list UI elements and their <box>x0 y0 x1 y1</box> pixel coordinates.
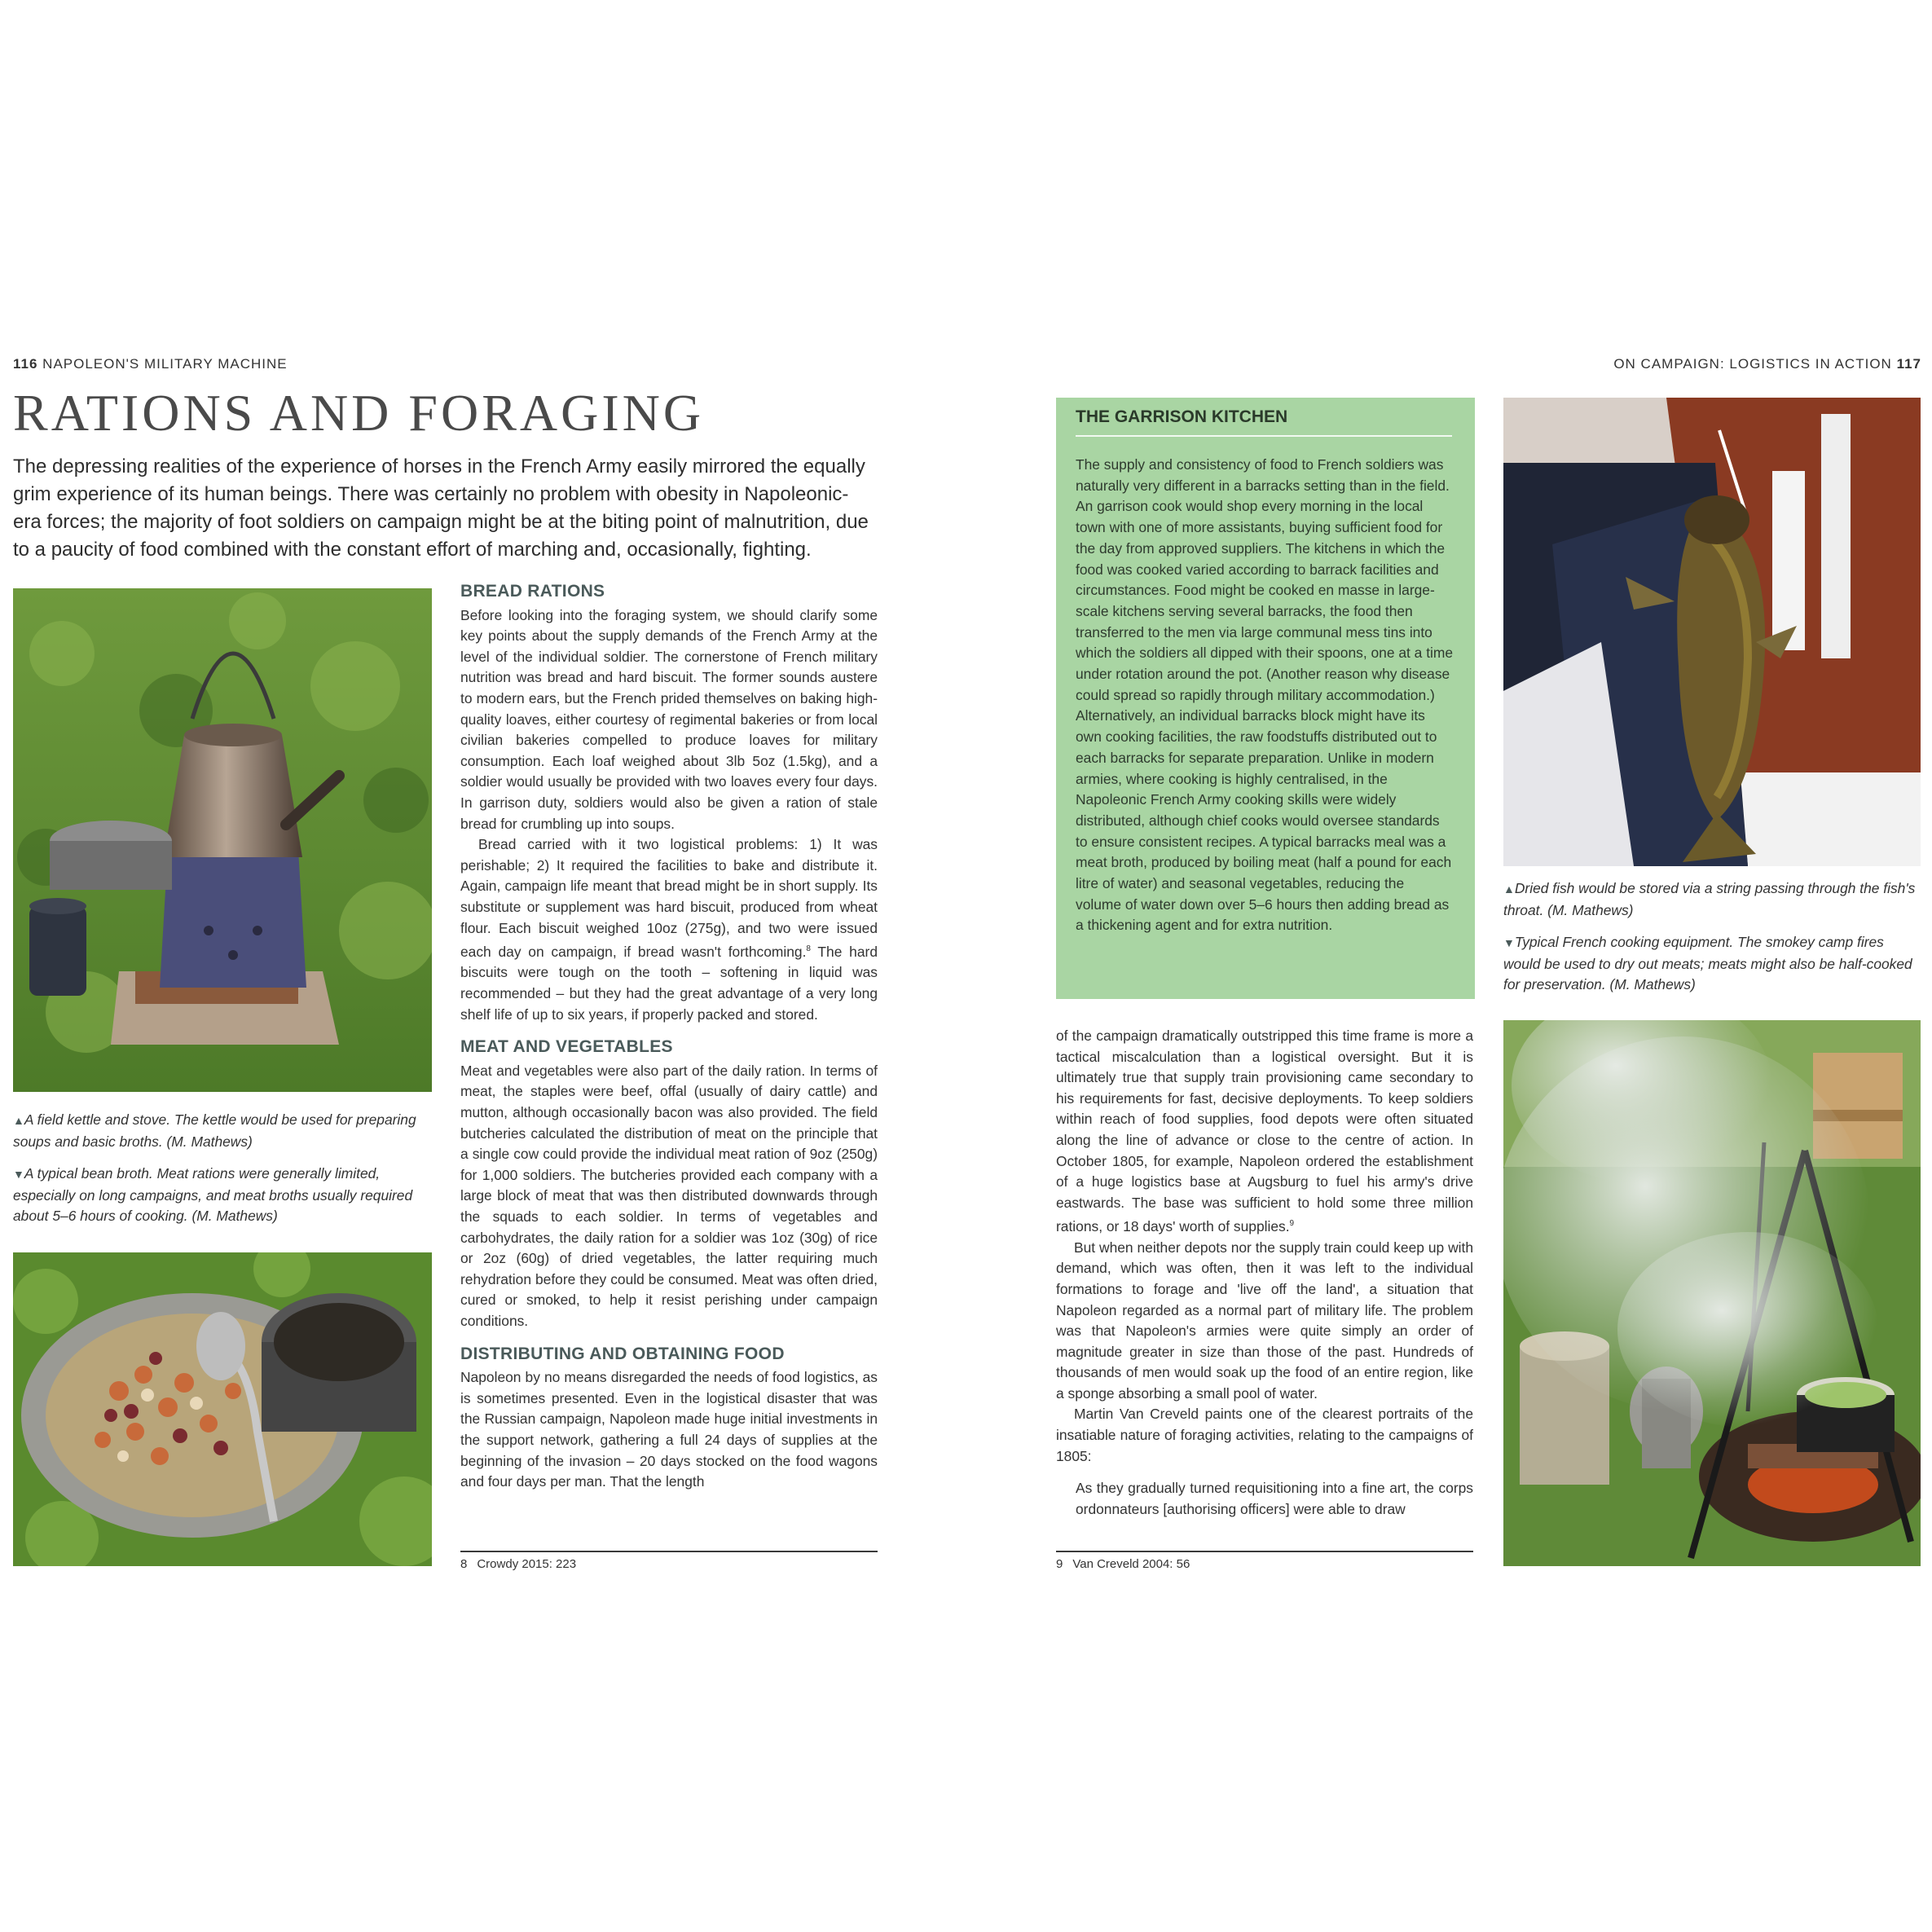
sidebar-title: THE GARRISON KITCHEN <box>1076 407 1288 426</box>
arrow-down-icon: ▼ <box>13 1168 24 1182</box>
photo-dried-fish <box>1503 398 1921 866</box>
heading-bread-rations: BREAD RATIONS <box>460 582 605 601</box>
arrow-up-icon: ▲ <box>1503 882 1515 896</box>
footnote-rule-right <box>1056 1551 1473 1552</box>
footnote-rule-left <box>460 1551 878 1552</box>
sidebar-garrison-kitchen <box>1056 398 1475 999</box>
captions-left <box>13 1110 420 1239</box>
photo-camp-fire <box>1503 1020 1921 1566</box>
intro-paragraph: The depressing realities of the experience of horses in the French Army easily mirrored the equally grim experience of its human beings. There was certainly no problem with obesity in Napoleonic-era forces; the majority of foot soldiers on campaign might be at the biting point of malnutrition, due to a paucity of food combined with the constant effort of marching and, occasionally, fighting. <box>13 455 869 561</box>
left-body-column <box>460 581 878 1493</box>
running-head-right <box>1613 356 1921 372</box>
right-paragraph-1-text: of the campaign dramatically outstripped this time frame is more a tactical miscalculation than a logistical oversight. But it is ultimately true that supply train provisioning came secondary to his requirements for fast, decisive deployments. To keep soldiers within reach of food supplies, food depots were often situated along the line of advance or close to the centre of action. In October 1805, for example, Napoleon ordered the establishment of a huge logistics base at Augsburg to fuel his army's drive eastwards. The base was sufficient to hold some three million rations, or 18 days' worth of supplies. <box>1056 1028 1473 1235</box>
arrow-down-icon: ▼ <box>1503 936 1515 950</box>
right-body-column <box>1056 1026 1473 1520</box>
page-title: RATIONS AND FORAGING <box>13 384 705 442</box>
block-quote: As they gradually turned requisitioning into a fine art, the corps ordonnateurs [authorising officers] were able to draw <box>1076 1480 1473 1517</box>
page-number-left: 116 <box>13 356 38 372</box>
sidebar-text: The supply and consistency of food to French soldiers was naturally very different in a barracks setting than in the field. An garrison cook would shop every morning in the local town with one of more assistants, buying sufficient food for the day from approved suppliers. The kitchens in which the food was cooked varied according to barrack facilities and circumstances. Food might be cooked en masse in large-scale kitchens serving several barracks, the food then transferred to the men via large communal mess tins into which the soldiers all dipped with their spoons, one at a time under rotation around the pot. (Another reason why disease could spread so rapidly through military accommodation.) Alternatively, an individual barracks block might have its own cooking facilities, the raw foodstuffs distributed out to each barracks for separate preparation. Unlike in modern armies, where cooking is highly centralised, in the Napoleonic French Army cooking skills were widely distributed, although chief cooks would oversee standards to ensure consistent recipes. A typical barracks meal was a meat broth, produced by boiling meat (half a pound for each litre of water) and seasonal vegetables, reducing the volume of water down over 5–6 hours then adding bread as a thickening agent and for extra nutrition. <box>1076 456 1454 934</box>
caption-cooking-equipment-text: Typical French cooking equipment. The smokey camp fires would be used to dry out meats; meats might also be half-cooked for preservation. (M. Mathews) <box>1503 934 1912 993</box>
meat-paragraph-1: Meat and vegetables were also part of the daily ration. In terms of meat, the staples were beef, offal (usually of dairy cattle) and mutton, although occasionally bacon was also provided. The field butcheries calculated the distribution of meat on the principle that a single cow could provide the individual meat ration of 9oz (250g) for 1,000 soldiers. The butcheries provided each company with a large block of meat that was then distributed downwards through the squads to each soldier. In terms of vegetables and carbohydrates, the daily ration for a soldier was 1oz (30g) of rice or 2oz (60g) of dried vegetables, the latter requiring much rehydration before they could be consumed. Meat was often dried, cured or smoked, to help it resist perishing under campaign conditions. <box>460 1062 878 1329</box>
caption-kettle-text: A field kettle and stove. The kettle would be used for preparing soups and basic broths. (M. Mathews) <box>13 1111 416 1150</box>
right-paragraph-2: But when neither depots nor the supply train could keep up with demand, which was often, then it was left to the individual formations to forage and 'live off the land', a situation that Napoleon regarded as a normal part of military life. The problem was that Napoleon's armies were quite simply an order of magnitude greater in size than those of the past. Hundreds of thousands of men would soak up the food of an entire region, like a sponge absorbing a small pool of water. <box>1056 1239 1473 1402</box>
bread-paragraph-2-text: Bread carried with it two logistical problems: 1) It was perishable; 2) It required the facilities to bake and distribute it. Again, campaign life meant that bread might be in short supply. Its substitute or supplement was hard biscuit, produced from wheat flour. Each biscuit weighed 10oz (275g), and two were issued each day on campaign, if bread wasn't forthcoming. <box>460 836 878 960</box>
footnote-right <box>1056 1557 1190 1571</box>
heading-distributing-food: DISTRIBUTING AND OBTAINING FOOD <box>460 1344 785 1363</box>
footnote-ref-9: 9 <box>1289 1219 1295 1229</box>
bread-paragraph-2-tail: The hard biscuits were tough on the tooth – softening in liquid was recommended – but they had the great advantage of a very long shelf life of up to six years, if properly packed and stored. <box>460 943 878 1023</box>
footnote-ref-8: 8 <box>806 944 811 954</box>
photo-kettle-stove <box>13 588 432 1092</box>
right-paragraph-1 <box>1056 1026 1473 1238</box>
caption-fish-text: Dried fish would be stored via a string passing through the fish's throat. (M. Mathews) <box>1503 880 1916 918</box>
caption-fish <box>1503 878 1921 921</box>
footnote-right-text: Van Creveld 2004: 56 <box>1072 1557 1190 1571</box>
page-number-right: 117 <box>1896 356 1921 372</box>
arrow-up-icon: ▲ <box>13 1114 24 1127</box>
distributing-paragraph-1: Napoleon by no means disregarded the needs of food logistics, as is sometimes presented. Even in the logistical disaster that was the Russian campaign, Napoleon made huge initial investments in the support network, gathering a full 24 days of supplies at the beginning of the invasion – 20 days stocked on the food wagons and four days per man. That the length <box>460 1369 878 1490</box>
right-paragraph-3: Martin Van Creveld paints one of the clearest portraits of the insatiable nature of foraging activities, relating to the campaigns of 1805: <box>1056 1406 1473 1464</box>
captions-right <box>1503 878 1921 1007</box>
sidebar-divider <box>1076 435 1452 437</box>
photo-bean-broth <box>13 1252 432 1566</box>
footnote-left <box>460 1557 576 1571</box>
caption-bean-broth <box>13 1164 420 1227</box>
running-head-left-text: NAPOLEON'S MILITARY MACHINE <box>42 356 288 372</box>
heading-meat-vegetables: MEAT AND VEGETABLES <box>460 1037 673 1057</box>
bread-paragraph-2 <box>460 834 878 1025</box>
bread-paragraph-1: Before looking into the foraging system, we should clarify some key points about the supply demands of the French Army at the level of the individual soldier. The cornerstone of French military nutrition was bread and hard biscuit. The former sounds austere to modern ears, but the French prided themselves on baking high-quality loaves, either courtesy of regimental bakeries or from local civilian bakeries compelled to produce loaves for military consumption. Each loaf weighed about 3lb 5oz (1.5kg), and a soldier would usually be provided with two loaves every four days. In garrison duty, soldiers would also be given a ration of stale bread for crumbling up into soups. <box>460 606 878 832</box>
caption-bean-broth-text: A typical bean broth. Meat rations were generally limited, especially on long campaigns, and meat broths usually required about 5–6 hours of cooking. (M. Mathews) <box>13 1165 413 1225</box>
running-head-right-text: ON CAMPAIGN: LOGISTICS IN ACTION <box>1613 356 1892 372</box>
footnote-left-number: 8 <box>460 1557 468 1571</box>
footnote-right-number: 9 <box>1056 1557 1063 1571</box>
footnote-left-text: Crowdy 2015: 223 <box>477 1557 577 1571</box>
caption-kettle <box>13 1110 420 1152</box>
running-head-left <box>13 356 288 372</box>
caption-cooking-equipment <box>1503 932 1921 996</box>
